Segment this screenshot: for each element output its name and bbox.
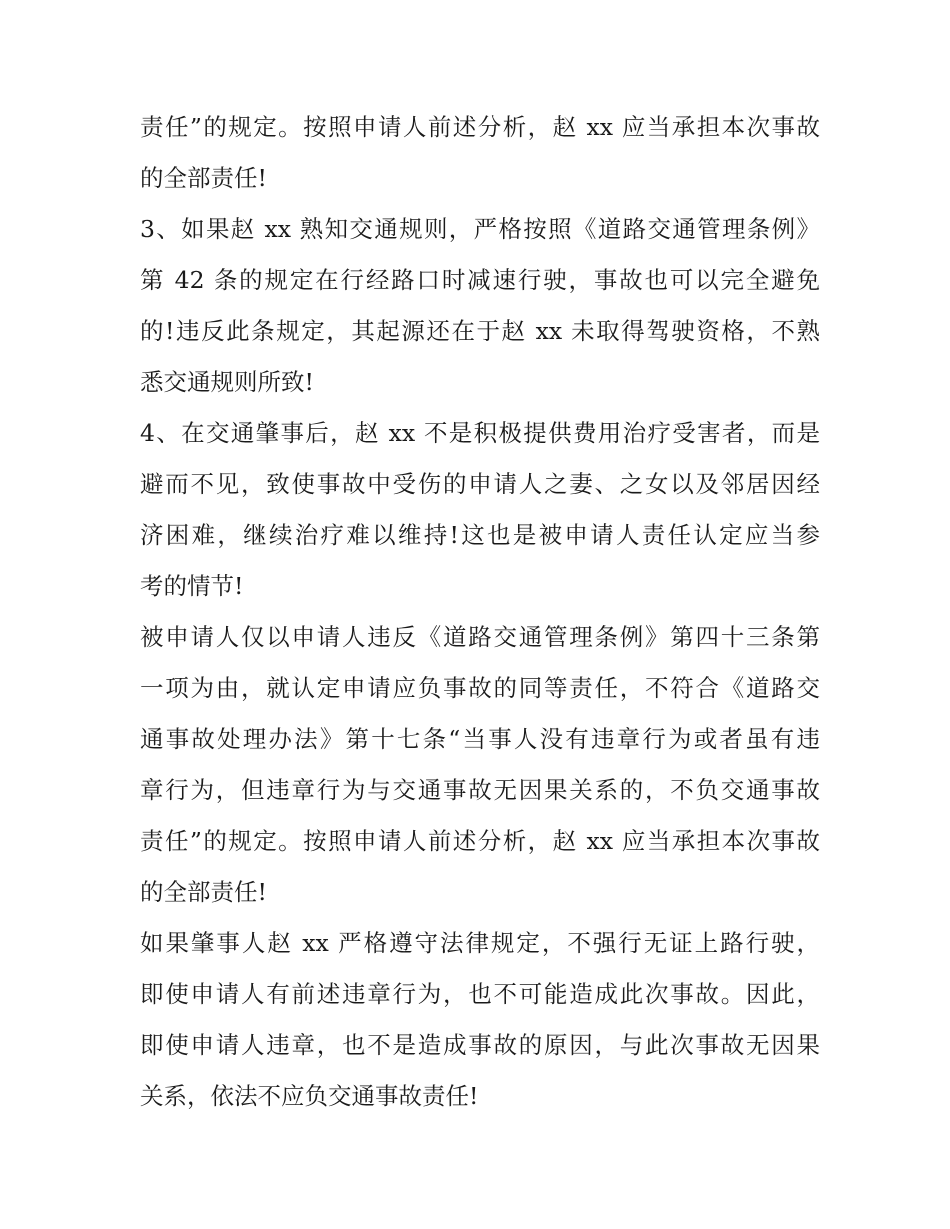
text-line: 济困难，继续治疗难以维持!这也是被申请人责任认定应当参 bbox=[140, 521, 820, 549]
document-body-text bbox=[140, 102, 820, 1122]
text-line: 一项为由，就认定申请应负事故的同等责任，不符合《道路交 bbox=[140, 674, 820, 702]
text-line: 责任”的规定。按照申请人前述分析，赵 xx 应当承担本次事故 bbox=[140, 113, 820, 141]
text-line: 即使申请人有前述违章行为，也不可能造成此次事故。因此， bbox=[140, 980, 820, 1008]
text-line: 的!违反此条规定，其起源还在于赵 xx 未取得驾驶资格，不熟 bbox=[140, 317, 820, 345]
text-line: 考的情节! bbox=[140, 572, 244, 600]
text-line: 被申请人仅以申请人违反《道路交通管理条例》第四十三条第 bbox=[140, 623, 820, 651]
text-line: 责任”的规定。按照申请人前述分析，赵 xx 应当承担本次事故 bbox=[140, 827, 820, 855]
text-line: 4、在交通肇事后，赵 xx 不是积极提供费用治疗受害者，而是 bbox=[140, 419, 820, 447]
text-line: 即使申请人违章，也不是造成事故的原因，与此次事故无因果 bbox=[140, 1031, 820, 1059]
text-line: 3、如果赵 xx 熟知交通规则，严格按照《道路交通管理条例》 bbox=[140, 215, 820, 243]
text-line: 的全部责任! bbox=[140, 878, 267, 906]
text-line: 章行为，但违章行为与交通事故无因果关系的，不负交通事故 bbox=[140, 776, 820, 804]
text-line: 通事故处理办法》第十七条“当事人没有违章行为或者虽有违 bbox=[140, 725, 820, 753]
text-line: 如果肇事人赵 xx 严格遵守法律规定，不强行无证上路行驶， bbox=[140, 929, 820, 957]
text-line: 第 42 条的规定在行经路口时减速行驶，事故也可以完全避免 bbox=[140, 266, 820, 294]
text-line: 避而不见，致使事故中受伤的申请人之妻、之女以及邻居因经 bbox=[140, 470, 820, 498]
text-line: 的全部责任! bbox=[140, 164, 267, 192]
text-line: 悉交通规则所致! bbox=[140, 368, 314, 396]
text-line: 关系，依法不应负交通事故责任! bbox=[140, 1082, 479, 1110]
